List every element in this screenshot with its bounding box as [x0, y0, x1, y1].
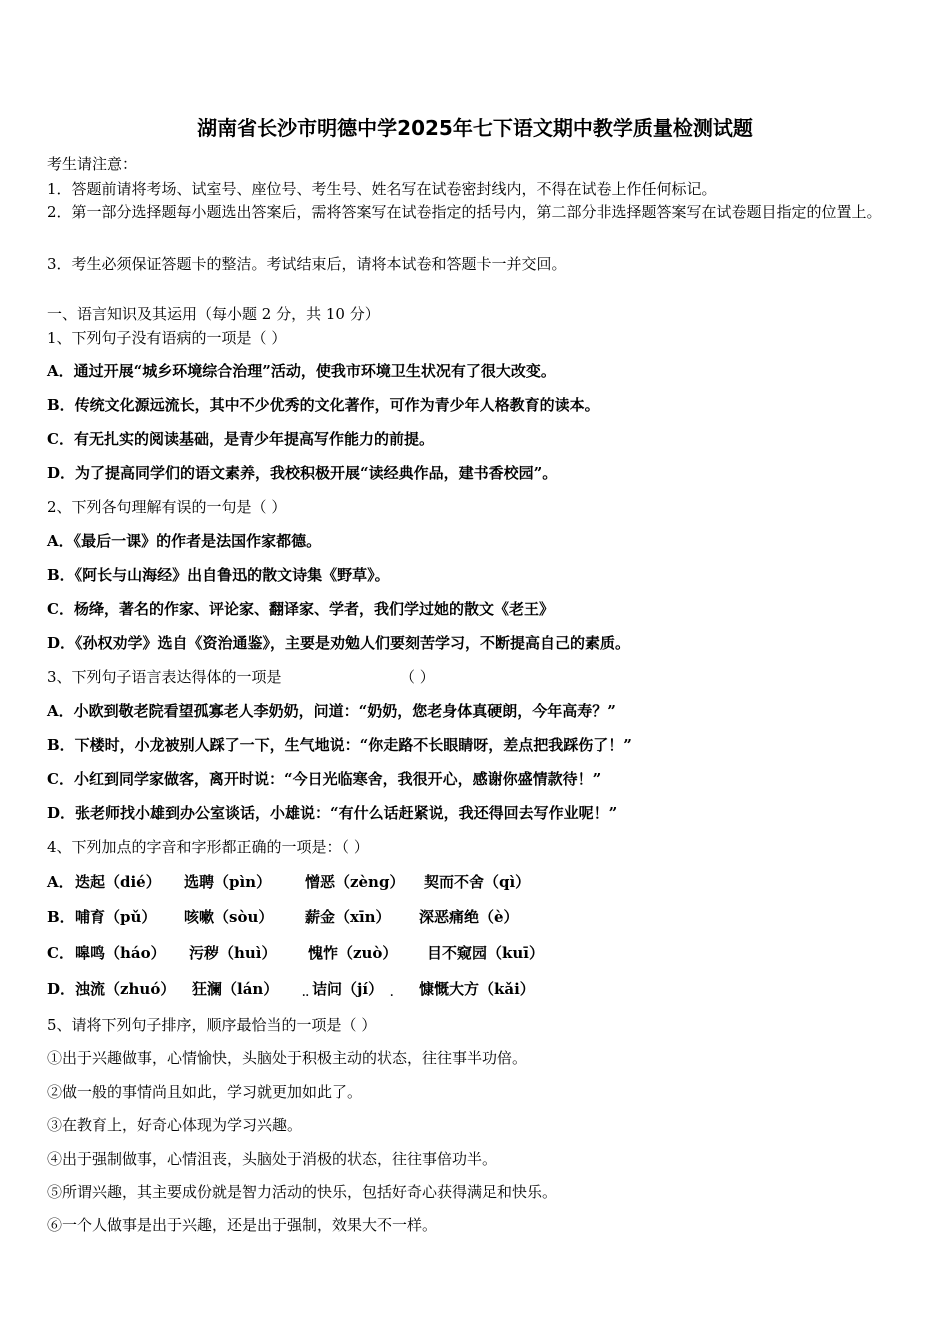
option-term: 诘问（jí） — [312, 980, 384, 998]
option-label: A． — [47, 873, 74, 891]
question-1-stem: 1、下列句子没有语病的一项是（ ） — [47, 329, 287, 347]
question-5-stem: 5、请将下列句子排序，顺序最恰当的一项是（ ） — [47, 1016, 377, 1034]
option-term: 哺育（pǔ） — [75, 908, 157, 926]
question-1-option-a: A．通过开展“城乡环境综合治理”活动，使我市环境卫生状况有了很大改变。 — [47, 362, 556, 380]
option-term: 狂澜（lán） — [192, 980, 279, 998]
notice-item-3: 3．考生必须保证答题卡的整洁。考试结束后，请将本试卷和答题卡一并交回。 — [47, 255, 567, 273]
question-4-stem: 4、下列加点的字音和字形都正确的一项是：（ ） — [47, 838, 369, 856]
option-term: 迭起（dié） — [75, 873, 161, 891]
notice-heading: 考生请注意： — [47, 155, 138, 173]
option-label: D． — [47, 980, 76, 998]
question-5-sentence-4: ④出于强制做事，心情沮丧，头脑处于消极的状态，往往事倍功半。 — [47, 1150, 498, 1168]
option-term: 薪金（xīn） — [305, 908, 391, 926]
option-label: C． — [47, 944, 74, 962]
question-3-option-b: B．下楼时，小龙被别人踩了一下，生气地说：“你走路不长眼睛呀，差点把我踩伤了！” — [47, 736, 632, 754]
question-2-stem: 2、下列各句理解有误的一句是（ ） — [47, 498, 287, 516]
page-title: 湖南省长沙市明德中学2025年七下语文期中教学质量检测试题 — [197, 116, 753, 140]
question-1-option-b: B．传统文化源远流长，其中不少优秀的文化著作，可作为青少年人格教育的读本。 — [47, 396, 600, 414]
option-term: 憎恶（zèng） — [305, 873, 405, 891]
question-5-sentence-3: ③在教育上，好奇心体现为学习兴趣。 — [47, 1116, 303, 1134]
emphasis-dot: . — [390, 988, 394, 999]
option-term: 咳嗽（sòu） — [184, 908, 274, 926]
notice-item-2: 2．第一部分选择题每小题选出答案后，需将答案写在试卷指定的括号内，第二部分非选择题答案写在试卷题目指定的位置上。 — [47, 203, 882, 221]
question-5-sentence-1: ①出于兴趣做事，心情愉快，头脑处于积极主动的状态，往往事半功倍。 — [47, 1049, 528, 1067]
question-5-sentence-6: ⑥一个人做事是出于兴趣，还是出于强制，效果大不一样。 — [47, 1216, 438, 1234]
option-term: 浊流（zhuó） — [75, 980, 176, 998]
option-term: 嗥鸣（háo） — [75, 944, 166, 962]
option-term: 愧怍（zuò） — [308, 944, 398, 962]
option-term: 污秽（huì） — [189, 944, 277, 962]
option-term: 目不窥园（kuī） — [427, 944, 544, 962]
option-label: B． — [47, 908, 75, 926]
question-3-option-d: D．张老师找小雄到办公室谈话，小雄说：“有什么话赶紧说，我还得回去写作业呢！” — [47, 804, 618, 822]
question-5-sentence-5: ⑤所谓兴趣，其主要成份就是智力活动的快乐，包括好奇心获得满足和快乐。 — [47, 1183, 558, 1201]
notice-item-1: 1．答题前请将考场、试室号、座位号、考生号、姓名写在试卷密封线内，不得在试卷上作任何标记。 — [47, 180, 717, 198]
question-5-sentence-2: ②做一般的事情尚且如此，学习就更加如此了。 — [47, 1083, 363, 1101]
section-heading: 一、语言知识及其运用（每小题 2 分，共 10 分） — [47, 305, 380, 323]
option-term: 选聘（pìn） — [184, 873, 272, 891]
question-3-answer-paren: （ ） — [400, 668, 435, 686]
question-3-option-c: C．小红到同学家做客，离开时说：“今日光临寒舍，我很开心，感谢你盛情款待！” — [47, 770, 602, 788]
option-term: 慷慨大方（kǎi） — [419, 980, 535, 998]
question-2-option-d: D．《孙权劝学》选自《资治通鉴》，主要是劝勉人们要刻苦学习，不断提高自己的素质。 — [47, 634, 631, 652]
question-1-option-d: D．为了提高同学们的语文素养，我校积极开展“读经典作品，建书香校园”。 — [47, 464, 558, 482]
option-term: 深恶痛绝（è） — [419, 908, 519, 926]
question-1-option-c: C．有无扎实的阅读基础，是青少年提高写作能力的前提。 — [47, 430, 434, 448]
emphasis-dot: .. — [302, 988, 309, 999]
question-2-option-b: B．《阿长与山海经》出自鲁迅的散文诗集《野草》。 — [47, 566, 390, 584]
option-term: 契而不舍（qì） — [424, 873, 531, 891]
question-3-option-a: A．小欧到敬老院看望孤寡老人李奶奶，问道：“奶奶，您老身体真硬朗，今年高寿？” — [47, 702, 616, 720]
question-2-option-c: C．杨绛，著名的作家、评论家、翻译家、学者，我们学过她的散文《老王》 — [47, 600, 554, 618]
question-3-stem: 3、下列句子语言表达得体的一项是 — [47, 668, 282, 686]
question-2-option-a: A．《最后一课》的作者是法国作家都德。 — [47, 532, 322, 550]
